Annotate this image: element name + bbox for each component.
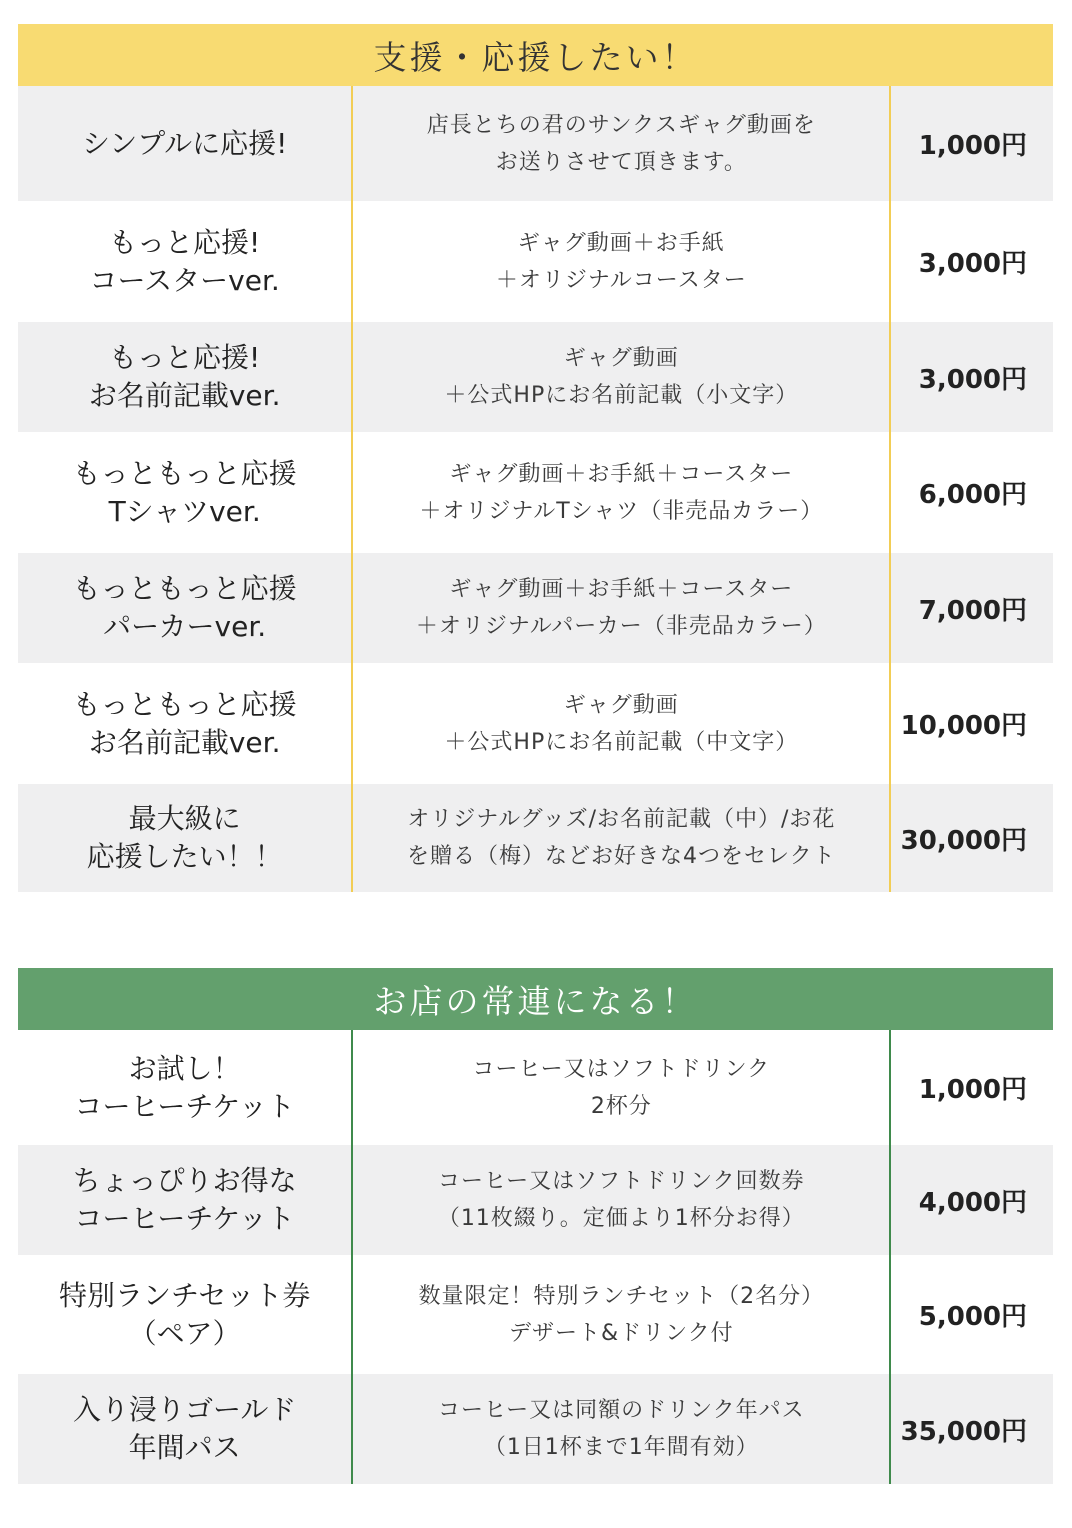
plan-name: ちょっぴりお得な コーヒーチケット	[72, 1164, 297, 1235]
regular-table	[18, 968, 1053, 1484]
plan-price: 6,000円	[918, 480, 1028, 510]
plan-name: シンプルに応援!	[81, 126, 288, 160]
support-header: 支援・応援したい！	[18, 24, 1053, 86]
plan-description: ギャグ動画＋お手紙 ＋オリジナルコースター	[351, 201, 891, 322]
support-table	[18, 24, 1053, 892]
plan-price: 3,000円	[918, 364, 1028, 395]
table-row	[18, 1145, 1053, 1255]
plan-description: 数量限定！特別ランチセット（2名分） デザート&ドリンク付	[351, 1255, 891, 1374]
plan-description: ギャグ動画 ＋公式HPにお名前記載（中文字）	[351, 663, 891, 784]
table-row	[18, 784, 1053, 892]
plan-description: ギャグ動画＋お手紙＋コースター ＋オリジナルTシャツ（非売品カラー）	[351, 432, 891, 553]
plan-price: 4,000円	[918, 1187, 1028, 1218]
plan-price: 30,000円	[900, 825, 1028, 856]
regular-header: お店の常連になる！	[18, 968, 1053, 1030]
plan-price: 5,000円	[918, 1302, 1028, 1332]
plan-description: コーヒー又はソフトドリンク 2杯分	[351, 1030, 891, 1145]
plan-description: オリジナルグッズ/お名前記載（中）/お花 を贈る（梅）などお好きな4つをセレクト	[351, 784, 891, 892]
table-row	[18, 322, 1053, 432]
table-row	[18, 1255, 1053, 1374]
plan-description: 店長とちの君のサンクスギャグ動画を お送りさせて頂きます。	[351, 86, 891, 201]
plan-name: 特別ランチセット券 （ペア）	[58, 1278, 311, 1350]
plan-description: コーヒー又はソフトドリンク回数券 （11枚綴り。定価より1杯分お得）	[351, 1145, 891, 1255]
table-row	[18, 432, 1053, 553]
plan-description: コーヒー又は同額のドリンク年パス （1日1杯まで1年間有効）	[351, 1374, 891, 1484]
plan-price: 10,000円	[900, 711, 1028, 741]
plan-name: もっと応援! コースターver.	[89, 225, 280, 297]
plan-price: 1,000円	[918, 1075, 1028, 1105]
table-row	[18, 553, 1053, 663]
table-row	[18, 1374, 1053, 1484]
plan-name: 入り浸りゴールド 年間パス	[72, 1393, 297, 1464]
plan-name: もっともっと応援 パーカーver.	[72, 572, 297, 643]
plan-name: もっともっと応援 お名前記載ver.	[72, 687, 297, 759]
table-row	[18, 86, 1053, 201]
plan-name: もっともっと応援 Tシャツver.	[72, 456, 297, 528]
table-row	[18, 201, 1053, 322]
plan-name: 最大級に 応援したい！！	[86, 802, 283, 873]
plan-name: もっと応援! お名前記載ver.	[88, 341, 281, 412]
plan-name: お試し！ コーヒーチケット	[74, 1051, 295, 1123]
plan-description: ギャグ動画＋お手紙＋コースター ＋オリジナルパーカー（非売品カラー）	[351, 553, 891, 663]
table-row	[18, 1030, 1053, 1145]
plan-price: 1,000円	[918, 131, 1028, 161]
plan-price: 3,000円	[918, 249, 1028, 279]
plan-price: 7,000円	[918, 595, 1028, 626]
plan-description: ギャグ動画 ＋公式HPにお名前記載（小文字）	[351, 322, 891, 432]
plan-price: 35,000円	[900, 1416, 1028, 1447]
table-row	[18, 663, 1053, 784]
